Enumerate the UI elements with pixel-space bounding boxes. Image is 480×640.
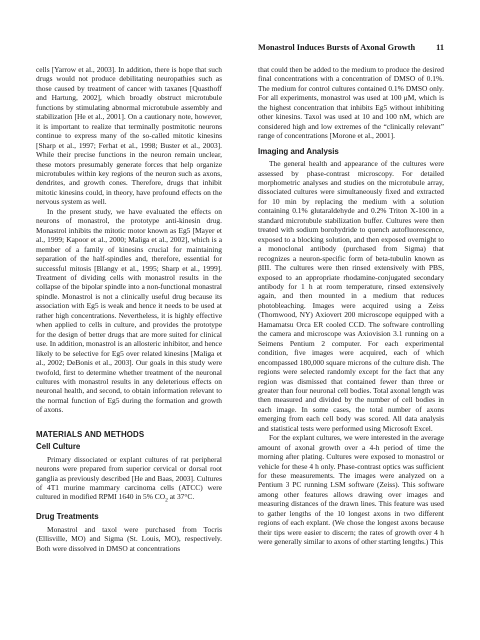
running-title: Monastrol Induces Bursts of Axonal Growth <box>258 43 416 52</box>
explant-paragraph: For the explant cultures, we were interested in the average amount of axonal growth over a 4-h period of time the morning after plating. Cultures were exposed to monastrol or vehicle for these 4 h only. Phase-contrast optics was sufficient for these measurements. The images were analyzed on a Pentium 3 PC running LSM software (Zeiss). This software among other features allows drawing over images and measuring distances of the drawn lines. This feature was used to gather lengths of the 10 longest axons in two different regions of each explant. (We chose the longest axons because their tips were easier to discern; the rates of growth over 4 h were generally similar to axons of other starting lengths.) This <box>258 433 444 547</box>
drug-continuation-text-end: M, which is the highest concentration that inhibits Eg5 without inhibiting other kinesins. Taxol was used at 10 and 100 nM, which are considered high and low extremes of the “clinically relevant” range of concentrations [Morone et al., 2001]. <box>258 93 444 141</box>
intro-paragraph-2: In the present study, we have evaluated the effects on neurons of monastrol, the prototype anti-kinesin drug. Monastrol inhibits the mitotic motor known as Eg5 [Mayer et al., 1999; Kapoor et al., 2000; Maliga et al., 2002], which is a member of a family of kinesins crucial for maintaining separation of the half-spindles and, therefore, essential for successful mitosis [Blangy et al., 1995; Sharp et al., 1999]. Treatment of dividing cells with monastrol results in the collapse of the bipolar spindle into a non-functional monastral spindle. Monastrol is not a clinically useful drug because its association with Eg5 is weak and hence it needs to be used at rather high concentrations. Nevertheless, it is highly effective when applied to cells in culture, and provides the prototype for the design of better drugs that are more suited for clinical use. In addition, monastrol is an allosteric inhibitor, and hence likely to be selective for Eg5 over related kinesins [Maliga et al., 2002; DeBonis et al., 2003]. Our goals in this study were twofold, first to determine whether treatment of the neuronal cultures with monastrol results in any deleterious effects on neuronal health, and second, to obtain information relevant to the normal function of Eg5 during the formation and growth of axons. <box>36 206 222 415</box>
co2-subscript: 2 <box>165 497 168 504</box>
cell-culture-text-end: at 37°C. <box>167 492 195 502</box>
subheading-cell-culture: Cell Culture <box>36 442 81 452</box>
right-column <box>258 65 444 547</box>
cell-culture-paragraph <box>36 455 222 507</box>
intro-paragraph-1: cells [Yarrow et al., 2003]. In addition, there is hope that such drugs would not produce debilitating neuropathies such as those caused by treatment of cancer with taxanes [Quasthoff and Hartung, 2002], which broadly obstruct microtubule functions by stimulating abnormal microtubule assembly and stabilization [He et al., 2001]. On a cautionary note, however, it is important to realize that terminally postmitotic neurons continue to express many of the so-called mitotic kinesins [Sharp et al., 1997; Ferhat et al., 1998; Buster et al., 2003]. While their precise functions in the neuron remain unclear, these motors presumably generate forces that help organize microtubules within key regions of the neuron such as axons, dendrites, and growth cones. Therefore, drugs that inhibit mitotic kinesins could, in theory, have profound effects on the nervous system as well. <box>36 65 222 207</box>
cell-culture-text: Primary dissociated or explant cultures of rat peripheral neurons were prepared from superior cervical or dorsal root ganglia as previously described [He and Baas, 2003]. Cultures of 4T1 murine mammary carcinoma cells (ATCC) were cultured in modified RPMI 1640 in 5% CO <box>36 454 222 502</box>
section-heading-materials-methods: MATERIALS AND METHODS <box>36 429 145 439</box>
running-head <box>258 43 444 52</box>
left-column <box>36 65 222 553</box>
drug-treatments-paragraph: Monastrol and taxol were purchased from Tocris (Ellisville, MO) and Sigma (St. Louis, MO), respectively. Both were dissolved in DMSO at concentrations <box>36 524 222 553</box>
page-number: 11 <box>436 43 444 52</box>
drug-continuation-paragraph <box>258 65 444 141</box>
micro-symbol: μ <box>403 93 408 103</box>
subheading-drug-treatments: Drug Treatments <box>36 512 99 522</box>
drug-continuation-text: that could then be added to the medium to produce the desired final concentrations with a concentration of DMSO of 0.1%. The medium for control cultures contained 0.1% DMSO only. For all experiments, monastrol was used at 100 <box>258 65 444 103</box>
imaging-paragraph: The general health and appearance of the cultures were assessed by phase-contrast microscopy. For detailed morphometric analyses and studies on the microtubule array, dissociated cultures were simultaneously fixed and extracted for 10 min by replacing the medium with a solution containing 0.1% glutaraldehyde and 0.2% Triton X-100 in a standard microtubule stabilization buffer. Cultures were then treated with sodium borohydride to quench autofluorescence, exposed to a blocking solution, and then exposed overnight to a monoclonal antibody (purchased from Sigma) that recognizes a neuron-specific form of beta-tubulin known as βIII. The cultures were then rinsed extensively with PBS, exposed to an appropriate rhodamine-conjugated secondary antibody for 1 h at room temperature, rinsed extensively again, and then mounted in a medium that reduces photobleaching. Images were acquired using a Zeiss (Thornwood, NY) Axiovert 200 microscope equipped with a Hamamatsu Orca ER cooled CCD. The software controlling the camera and microscope was Axiovision 3.1 running on a Seimens Pentium 2 computer. For each experimental condition, five images were acquired, each of which encompassed 180,000 square microns of the culture dish. The regions were selected randomly except for the fact that any region was dismissed that contained fewer than three or greater than four neuronal cell bodies. Total axonal length was then measured and divided by the number of cell bodies in each image. In some cases, the total number of axons emerging from each cell body was scored. All data analysis and statistical tests were performed using Microsoft Excel. <box>258 159 444 433</box>
subheading-imaging-analysis: Imaging and Analysis <box>258 146 339 156</box>
